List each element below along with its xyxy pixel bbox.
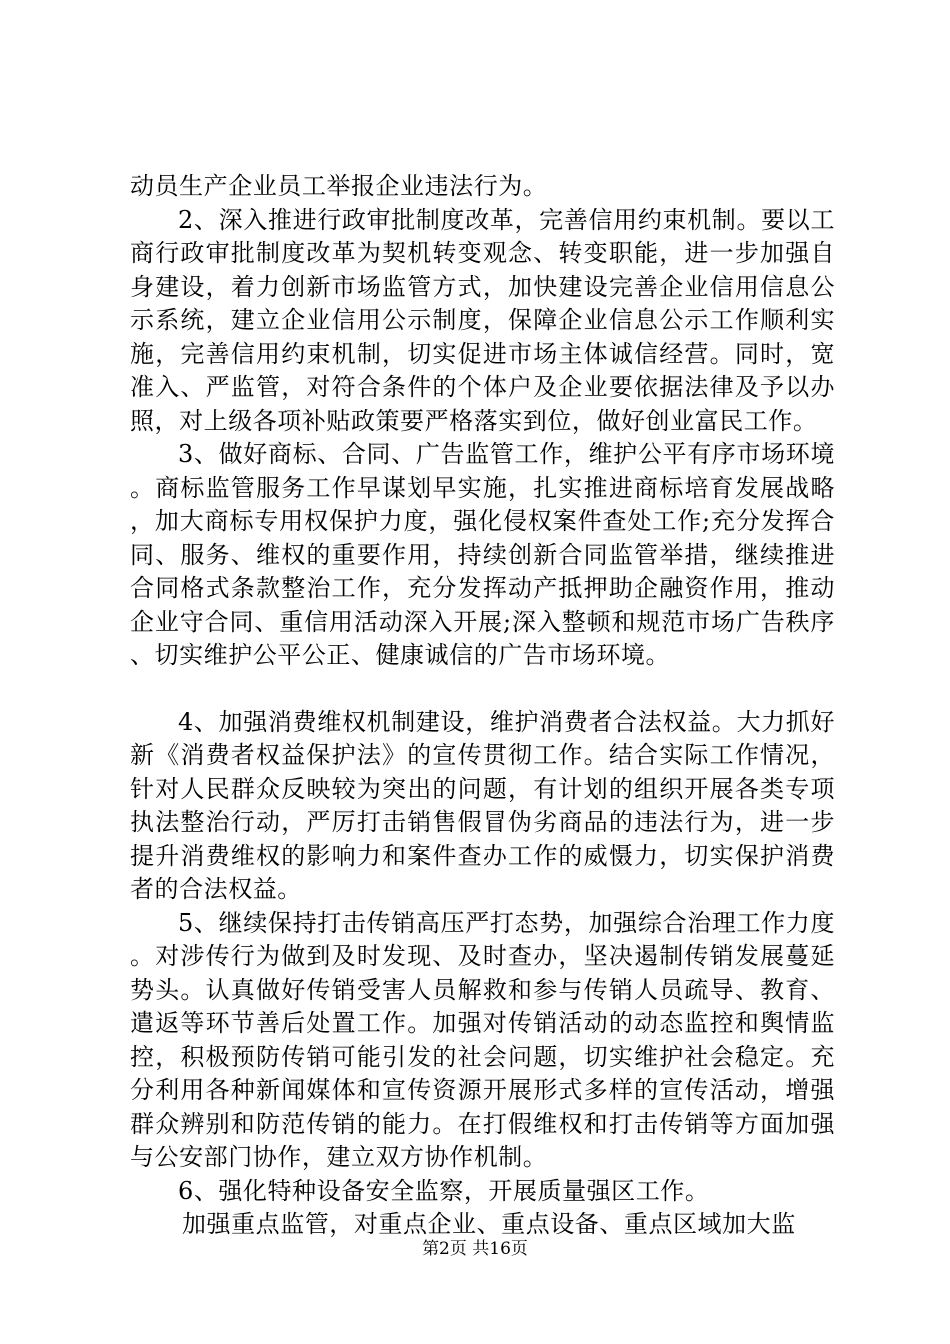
document-body xyxy=(130,170,835,1242)
paragraph-item-6: 6、强化特种设备安全监察，开展质量强区工作。 xyxy=(178,1176,710,1205)
paragraph-item-4: 4、加强消费维权机制建设，维护消费者合法权益。大力抓好新《消费者权益保护法》的宣传贯彻工作。结合实际工作情况，针对人民群众反映较为突出的问题，有计划的组织开展各类专项执法整治行动，严厉打击销售假冒伪劣商品的违法行为，进一步提升消费维权的影响力和案件查办工作的威慑力，切实保护消费者的合法权益。 xyxy=(130,707,835,903)
page-number-footer: 第2页 共16页 xyxy=(422,1239,528,1259)
paragraph-item-5: 5、继续保持打击传销高压严打态势，加强综合治理工作力度。对涉传行为做到及时发现、及时查办，坚决遏制传销发展蔓延势头。认真做好传销受害人员解救和参与传销人员疏导、教育、遣返等环节善后处置工作。加强对传销活动的动态监控和舆情监控，积极预防传销可能引发的社会问题，切实维护社会稳定。充分利用各种新闻媒体和宣传资源开展形式多样的宣传活动，增强群众辨别和防范传销的能力。在打假维权和打击传销等方面加强与公安部门协作，建立双方协作机制。 xyxy=(130,908,835,1171)
paragraph-item-3: 3、做好商标、合同、广告监管工作，维护公平有序市场环境。商标监管服务工作早谋划早实施，扎实推进商标培育发展战略，加大商标专用权保护力度，强化侵权案件查处工作;充分发挥合同、服务、维权的重要作用，持续创新合同监管举措，继续推进合同格式条款整治工作，充分发挥动产抵押助企融资作用，推动企业守合同、重信用活动深入开展;深入整顿和规范市场广告秩序、切实维护公平公正、健康诚信的广告市场环境。 xyxy=(130,440,835,669)
paragraph-item-2: 2、深入推进行政审批制度改革，完善信用约束机制。要以工商行政审批制度改革为契机转变观念、转变职能，进一步加强自身建设，着力创新市场监管方式，加快建设完善企业信用信息公示系统，建立企业信用公示制度，保障企业信息公示工作顺利实施，完善信用约束机制，切实促进市场主体诚信经营。同时，宽准入、严监管，对符合条件的个体户及企业要依据法律及予以办照，对上级各项补贴政策要严格落实到位，做好创业富民工作。 xyxy=(130,205,835,435)
paragraph-continuation: 动员生产企业员工举报企业违法行为。 xyxy=(130,172,548,200)
paragraph-item-6-body: 加强重点监管，对重点企业、重点设备、重点区域加大监 xyxy=(182,1210,796,1238)
